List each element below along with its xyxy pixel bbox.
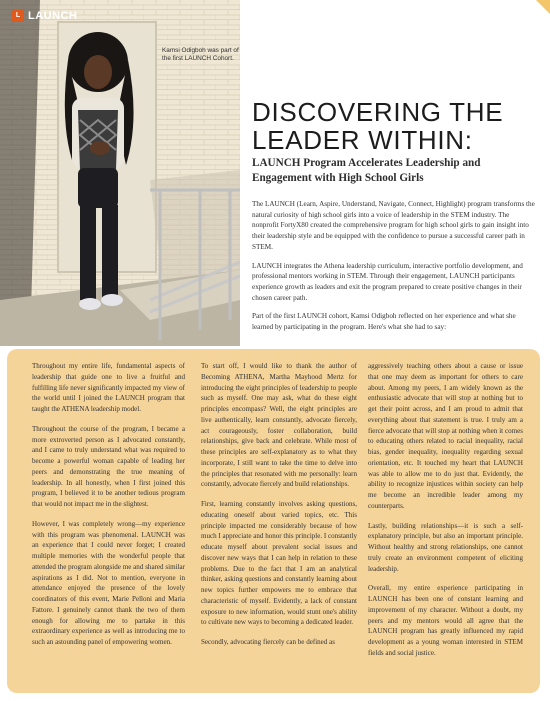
testimonial-column-3: [368, 361, 523, 668]
testimonial-column-2: [201, 361, 357, 657]
testimonial-paragraph: First, learning constantly involves asking questions, educating oneself about varied topics, etc. This principle impacted me considerably because of how much I appreciate and honor this principle. I constantly educate myself about prevalent social issues and discover new ways that I can help in relation to these problems. Due to the fact that I am an analytical thinker, asking questions and constantly learning about new topics further empowers me to embrace that characteristic of myself. Evidently, a lack of constant exposure to new information, would stunt one's ability to cultivate new ways to becoming a dedicated leader.: [201, 500, 357, 627]
testimonial-paragraph: Overall, my entire experience participating in LAUNCH has been one of constant learning and improvement of my character. Without a doubt, my peers and my mentors would all agree that the LAUNCH program has greatly influenced my rapid development as a young woman interested in STEM fields and social justice.: [368, 584, 523, 657]
intro-paragraph: LAUNCH integrates the Athena leadership curriculum, interactive portfolio development, and professional mentors working in STEM. Through their engagement, LAUNCH participants experience growth as leaders and exit the program prepared to create positive changes in their chosen career path.: [252, 261, 523, 302]
article-subtitle: LAUNCH Program Accelerates Leadership and Engagement with High School Girls: [252, 157, 481, 184]
testimonial-paragraph: aggressively teaching others about a cause or issue that one may deem as important for others to care about. Among my peers, I am widely known as the enthusiastic advocate that will stop at nothing but to get their point across, and I am proud to admit that everything about that statement is true. I truly am a fierce advocate that will stop at nothing when it comes to educating others related to racial inequality, racial bias, gender inequality, inequality regarding sexual orientation, etc. It touched my heart that LAUNCH was able to allow me to do just that. Evidently, the ability to recognize injustices within society can help me become an incredible leader among my counterparts.: [368, 362, 523, 510]
testimonial-paragraph: However, I was completely wrong—my experience with this program was phenomenal. LAUNCH was an experience that I could never forget; I created multiple memories with the wonderful people that attended the program alongside me and shared similar aspirations as I did. Not to mention, everyone in attendance enjoyed the presence of the lovely coordinators of this event, Marie Pelloni and Maria Fattore. I genuinely cannot thank the two of them enough for allowing me to partake in this extraordinary experience as well as introducing me to such an astounding panel of empowering women.: [32, 519, 185, 646]
intro-paragraph: Part of the first LAUNCH cohort, Kamsi Odigboh reflected on her experience and what she learned by participating in the program. Here's what she had to say:: [252, 312, 516, 332]
article-intro: [252, 199, 536, 341]
testimonial-paragraph: Lastly, building relationships—it is such a self-explanatory principle, but also an important principle. Without healthy and strong relationships, one cannot truly create an environment competent of eliciting leadership.: [368, 521, 523, 573]
logo-mark: L: [12, 10, 24, 22]
testimonial-paragraph: Throughout the course of the program, I became a more extroverted person as I advocated constantly, and I came to truly understand what was required to become a powerful woman capable of leading her peers and demonstrating the true meaning of leadership. In all honestly, when I first joined this program, I believed it to be another tedious program that would not impact me in the slightest.: [32, 424, 185, 508]
photo-caption: Kamsi Odigboh was part of the first LAUNCH Cohort.: [162, 47, 239, 63]
launch-logo: [12, 10, 77, 22]
testimonial-paragraph: To start off, I would like to thank the author of Becoming ATHENA, Martha Mayhood Mertz for introducing the eight principles of leadership to people such as myself. One may ask, what do these eight principles encompass? Well, the eight principles are live authentically, learn constantly, advocate fiercely, act courageously, foster collaboration, build relationships, give back and celebrate. While most of these principles are self-explanatory as to what they incorporate, I still want to take the time to delve into the principles that resonated with me personally: learn constantly, advocate fiercely and build relationships.: [201, 362, 357, 489]
testimonial-column-1: [32, 361, 185, 657]
page-corner-accent: [536, 0, 550, 14]
testimonial-paragraph: Throughout my entire life, fundamental aspects of leadership that guide one to live a fruitful and fulfilling life never significantly impacted my view of the world until I joined the LAUNCH program that taught the ATHENA leadership model.: [32, 362, 185, 413]
testimonial-paragraph: Secondly, advocating fiercely can be defined as: [201, 638, 335, 646]
intro-paragraph: The LAUNCH (Learn, Aspire, Understand, Navigate, Connect, Highlight) program transforms the natural curiosity of high school girls into a voice of leadership in the STEM industry. The nonprofit FortyX80 created the comprehensive program for high school girls to gain insight into their leadership style and be equipped with the confidence to pursue a successful career path in STEM.: [252, 200, 535, 251]
logo-text: LAUNCH: [28, 10, 78, 22]
article-title: DISCOVERING THE LEADER WITHIN:: [252, 97, 504, 155]
